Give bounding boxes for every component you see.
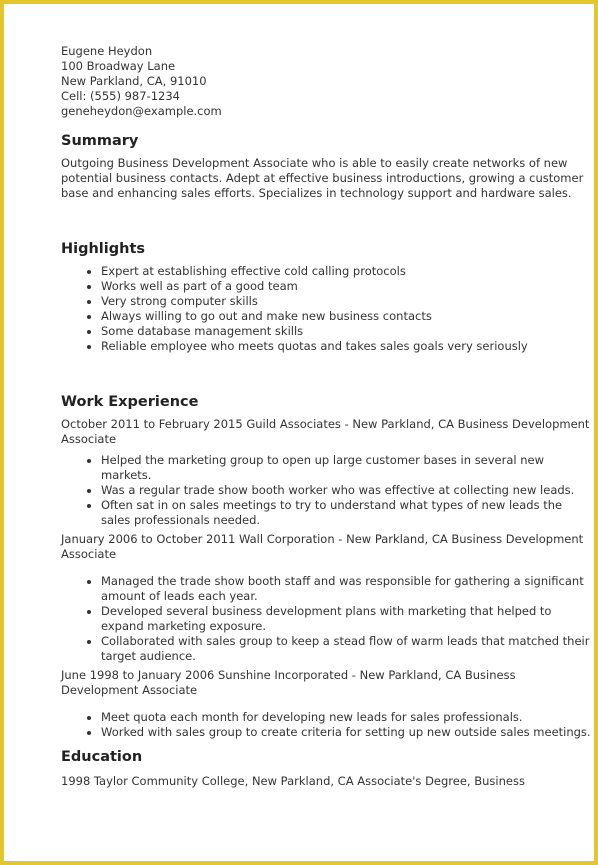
experience-heading: Work Experience: [61, 394, 199, 410]
highlight-item: • Reliable employee who meets quotas and takes sales goals very seriously: [101, 339, 591, 354]
job-bullet: • Meet quota each month for developing new leads for sales professionals.: [101, 710, 591, 725]
job-bullets: [61, 453, 591, 528]
highlight-item: • Works well as part of a good team: [101, 279, 591, 294]
highlights-heading: Highlights: [61, 241, 146, 257]
resume-page: [61, 44, 591, 789]
education-heading: Education: [61, 749, 143, 765]
contact-street: 100 Broadway Lane: [61, 59, 176, 73]
job-header: October 2011 to February 2015 Guild Associates - New Parkland, CA Business Development Associate: [61, 417, 590, 446]
job-bullet: • Helped the marketing group to open up large customer bases in several new markets.: [101, 453, 591, 483]
job-bullet: • Managed the trade show booth staff and was responsible for gathering a significant amount of leads each year.: [101, 574, 591, 604]
contact-cell: Cell: (555) 987-1234: [61, 89, 180, 103]
highlight-item: • Expert at establishing effective cold calling protocols: [101, 264, 591, 279]
contact-block: [61, 44, 591, 119]
job-bullets: [61, 710, 591, 740]
education-entry: 1998 Taylor Community College, New Parkland, CA Associate's Degree, Business: [61, 774, 525, 788]
contact-city: New Parkland, CA, 91010: [61, 74, 207, 88]
job-bullet: • Developed several business development plans with marketing that helped to expand marketing exposure.: [101, 604, 591, 634]
highlights-list: [61, 264, 591, 354]
job-header: January 2006 to October 2011 Wall Corporation - New Parkland, CA Business Development Associate: [61, 532, 584, 561]
summary-heading: Summary: [61, 133, 139, 149]
job-header: June 1998 to January 2006 Sunshine Incorporated - New Parkland, CA Business Development Associate: [61, 668, 516, 697]
job-bullet: • Was a regular trade show booth worker who was effective at collecting new leads.: [101, 483, 591, 498]
contact-name: Eugene Heydon: [61, 44, 153, 58]
highlight-item: • Some database management skills: [101, 324, 591, 339]
job-bullets: [61, 574, 591, 664]
highlight-item: • Very strong computer skills: [101, 294, 591, 309]
highlight-item: • Always willing to go out and make new business contacts: [101, 309, 591, 324]
job-bullet: • Collaborated with sales group to keep a stead flow of warm leads that matched their target audience.: [101, 634, 591, 664]
contact-email: geneheydon@example.com: [61, 104, 222, 118]
summary-text: Outgoing Business Development Associate who is able to easily create networks of new potential business contacts. Adept at effective business introductions, growing a customer base and enhancing sales efforts. Specializes in technology support and hardware sales.: [61, 156, 584, 200]
job-bullet: • Often sat in on sales meetings to try to understand what types of new leads the sales professionals needed.: [101, 498, 591, 528]
job-bullet: • Worked with sales group to create criteria for setting up new outside sales meetings.: [101, 725, 591, 740]
